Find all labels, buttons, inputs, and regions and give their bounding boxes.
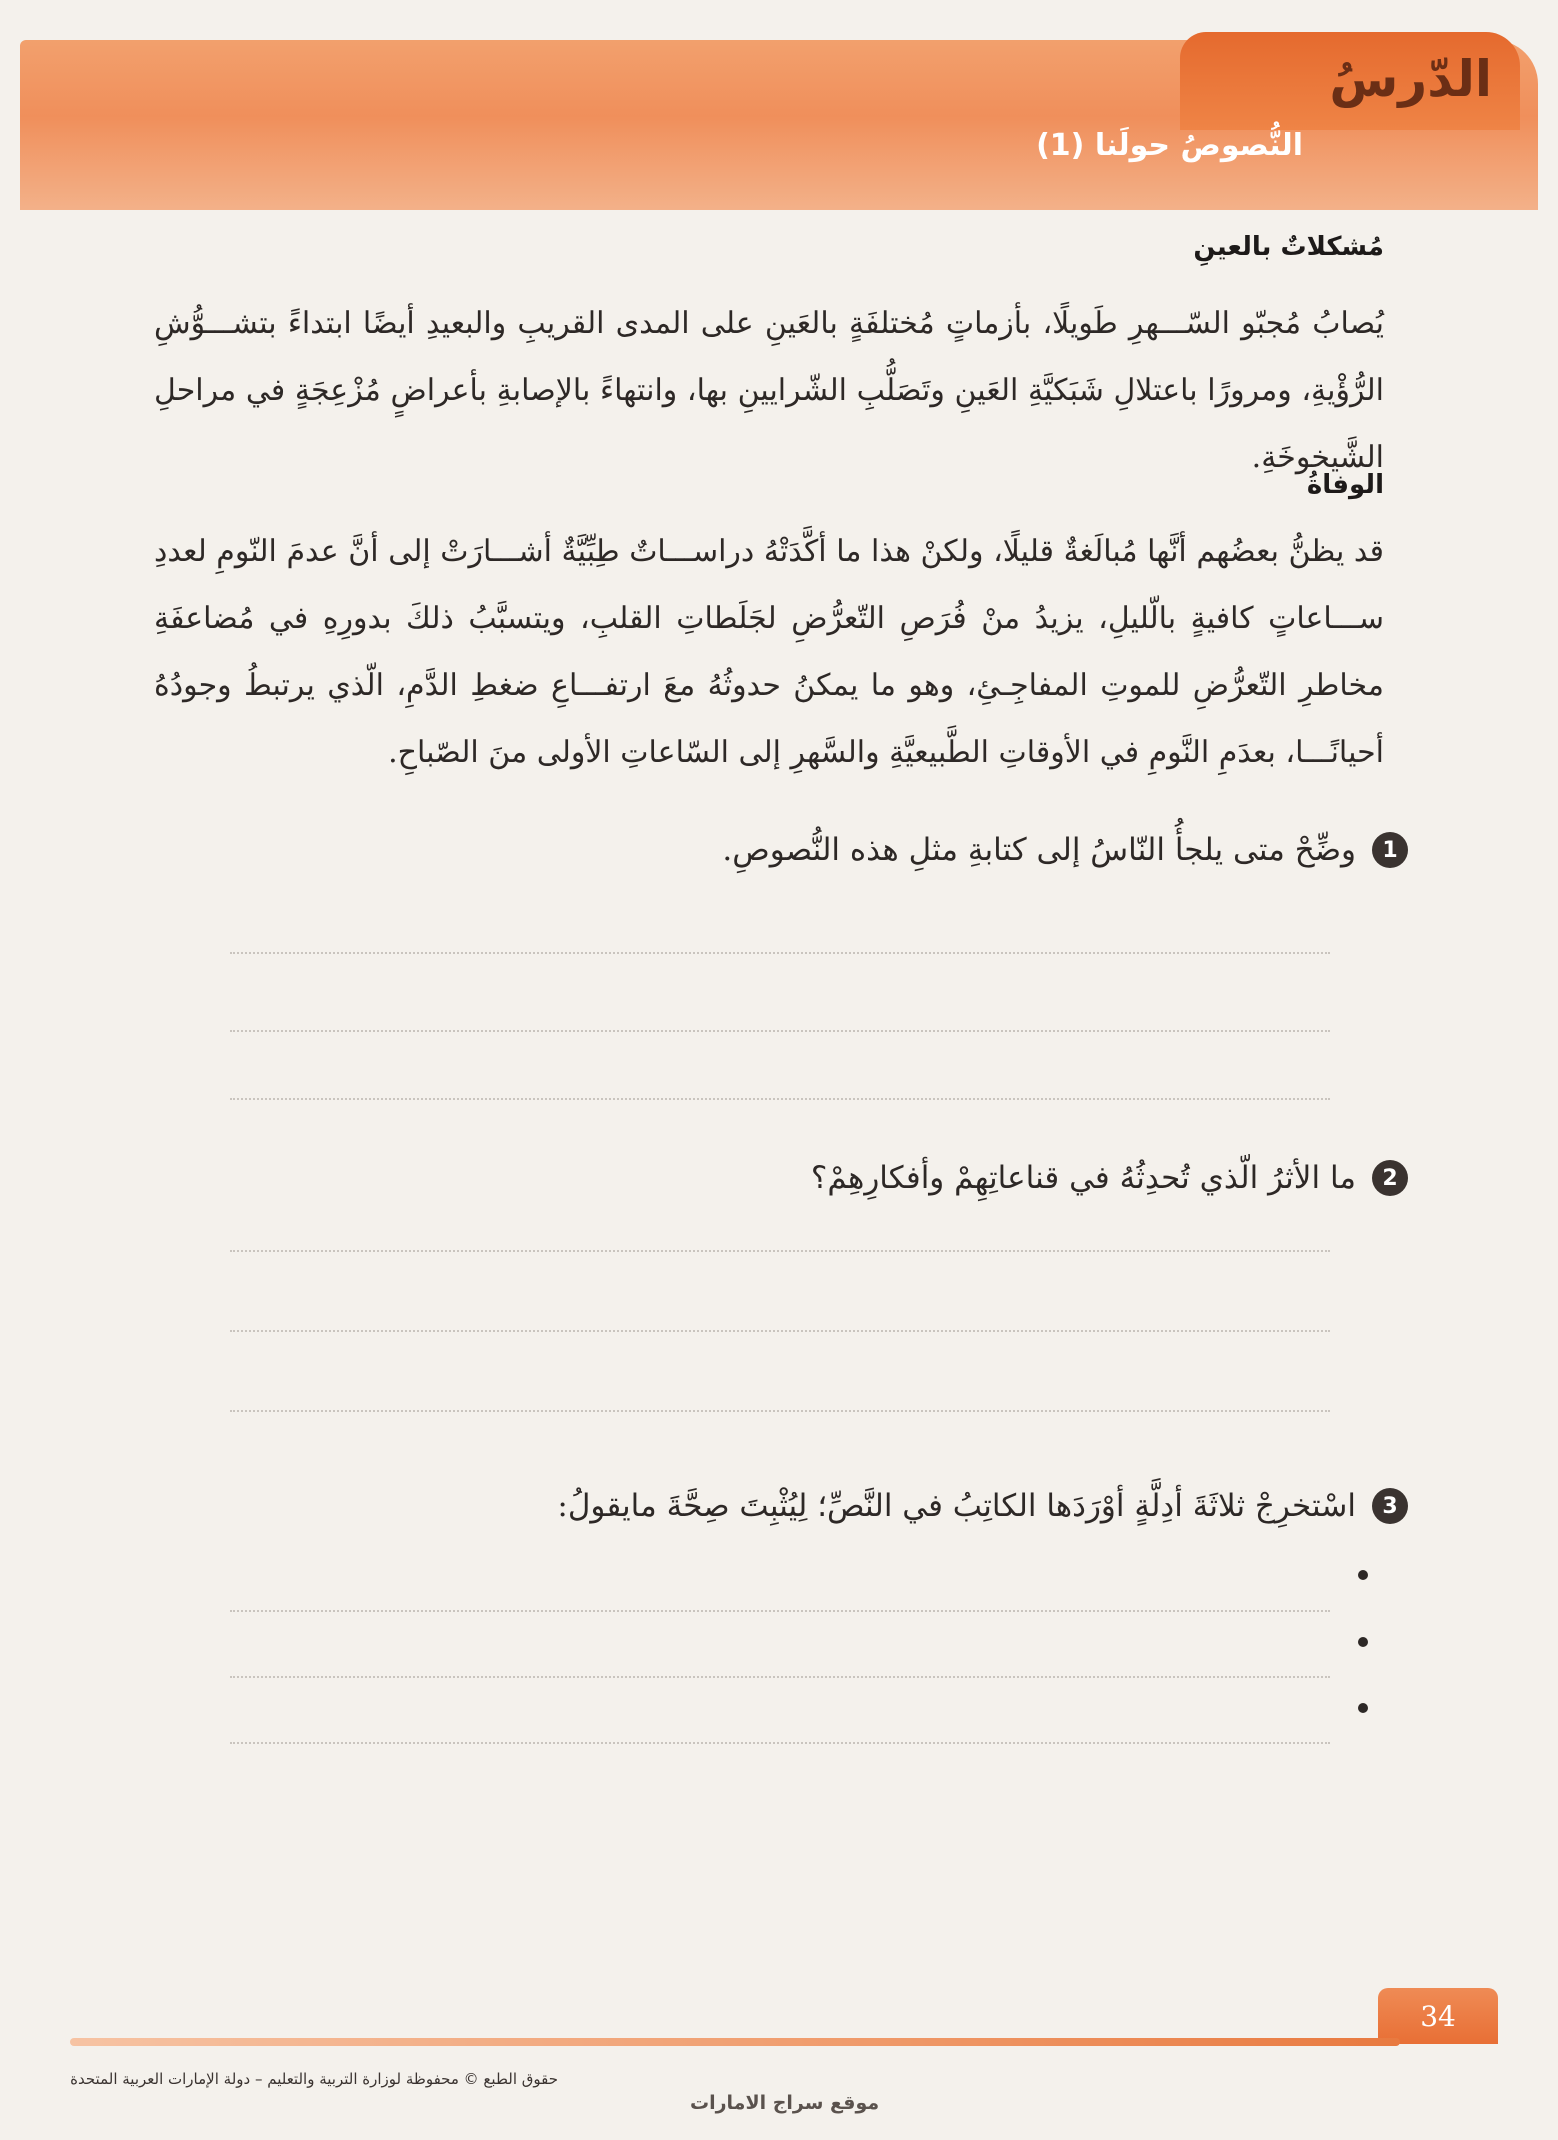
answer-line[interactable] — [230, 952, 1330, 954]
answer-line[interactable] — [230, 1742, 1330, 1744]
bullet-point — [1358, 1703, 1368, 1713]
answer-line[interactable] — [230, 1610, 1330, 1612]
answer-line[interactable] — [230, 1250, 1330, 1252]
paragraph-eye-problems: يُصابُ مُجبّو السّـــهرِ طَويلًا، بأزماتٍ مُختلفَةٍ بالعَينِ على المدى القريبِ والبعيدِ أيضًا ابتداءً بتشـــوُّشِ الرُّؤْيةِ، ومرورًا باعتلالِ شَبَكيَّةِ العَينِ وتَصَلُّبِ الشّرايينِ بها، وانتهاءً بالإصابةِ بأعراضٍ مُزْعِجَةٍ في مراحلِ الشَّيخوخَةِ. — [154, 306, 1384, 475]
site-watermark-text: موقع سراج الامارات — [690, 2092, 880, 2114]
question-number-badge: 3 — [1372, 1488, 1408, 1524]
section-heading-death: الوفاةُ — [1306, 470, 1384, 500]
copyright-notice: حقوق الطبع © محفوظة لوزارة التربية والتعليم – دولة الإمارات العربية المتحدة — [70, 2070, 558, 2088]
bullet-point — [1358, 1570, 1368, 1580]
question-text: ما الأثرُ الّذي تُحدِثُهُ في قناعاتِهِمْ وأفكارِهِمْ؟ — [810, 1160, 1356, 1196]
page-number: 34 — [1378, 1988, 1498, 2044]
question-number-badge: 2 — [1372, 1160, 1408, 1196]
question-3 — [557, 1488, 1408, 1524]
lesson-subtitle: النُّصوصُ حولَنا (1) — [1036, 128, 1303, 163]
paragraph-death: قد يظنُّ بعضُهم أنَّها مُبالَغةٌ قليلًا، ولكنْ هذا ما أكَّدَتْهُ دراســـاتٌ طِبِّيَّةٌ أشـــارَتْ إلى أنَّ عدمَ النّومِ لعددِ ســـاعاتٍ كافيةٍ بالّليلِ، يزيدُ منْ فُرَصِ التّعرُّضِ لجَلَطاتِ القلبِ، ويتسبَّبُ ذلكَ بدورِهِ في مُضاعفَةِ مخاطرِ التّعرُّضِ للموتِ المفاجِـئِ، وهو ما يمكنُ حدوثُهُ معَ ارتفـــاعِ ضغطِ الدَّمِ، الّذي يرتبطُ وجودُهُ أحيانًـــا، بعدَمِ النَّومِ في الأوقاتِ الطَّبيعيَّةِ والسَّهرِ إلى السّاعاتِ الأولى منَ الصّباحِ. — [154, 534, 1384, 770]
answer-line[interactable] — [230, 1030, 1330, 1032]
answer-line[interactable] — [230, 1676, 1330, 1678]
question-2 — [811, 1160, 1408, 1196]
footer-bar — [70, 2038, 1400, 2046]
answer-line[interactable] — [230, 1330, 1330, 1332]
answer-line[interactable] — [230, 1098, 1330, 1100]
bullet-point — [1358, 1637, 1368, 1647]
question-1 — [722, 832, 1408, 868]
question-text: اسْتخرِجْ ثلاثَةَ أدِلَّةٍ أوْرَدَها الكاتِبُ في النَّصِّ؛ لِيُثْبِتَ صِحَّةَ مايقولُ: — [557, 1488, 1356, 1524]
question-number-badge: 1 — [1372, 832, 1408, 868]
answer-line[interactable] — [230, 1410, 1330, 1412]
section-heading-eye-problems: مُشكلاتٌ بالعينِ — [1193, 232, 1384, 262]
lesson-title: الدّرسُ — [1329, 50, 1492, 108]
question-text: وضِّحْ متى يلجأُ النّاسُ إلى كتابةِ مثلِ هذه النُّصوصِ. — [722, 832, 1356, 868]
